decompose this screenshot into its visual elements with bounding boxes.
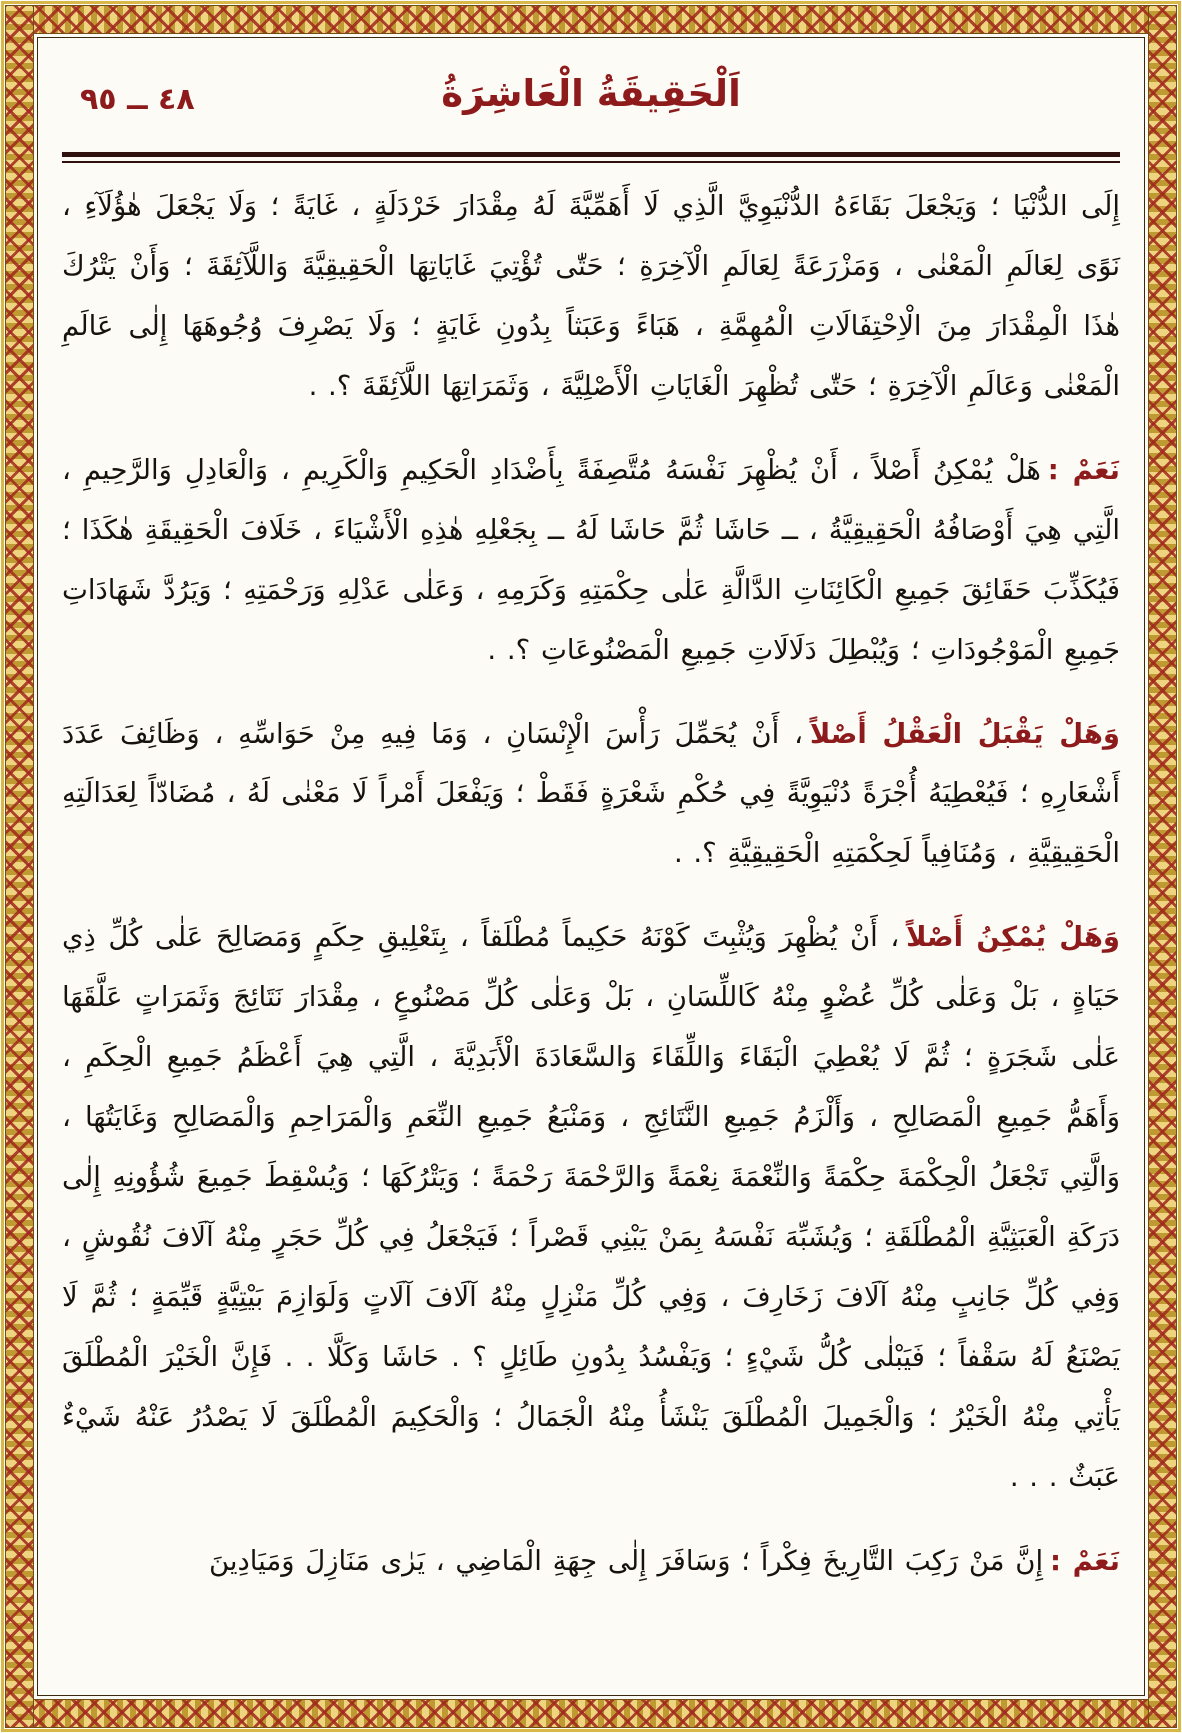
paragraph-5-lead: نَعَمْ : <box>1050 1544 1120 1577</box>
body-text <box>62 177 1120 1592</box>
paragraph-3 <box>62 705 1120 885</box>
ornamental-border-bottom <box>5 1699 1177 1728</box>
page-numbers: ٤٨ ــ ٩٥ <box>80 82 195 117</box>
paragraph-2 <box>62 441 1120 681</box>
paragraph-5-text: إِنَّ مَنْ رَكِبَ التَّارِيخَ فِكْراً ؛ وَسَافَرَ إِلٰى جِهَةِ الْمَاضِي ، يَرٰى مَنَازِلَ وَمَيَادِينَ <box>208 1544 1044 1577</box>
paragraph-2-text: هَلْ يُمْكِنُ أَصْلاً ، أَنْ يُظْهِرَ نَفْسَهُ مُتَّصِفَةً بِأَضْدَادِ الْحَكِيمِ وَالْكَرِيمِ ، وَالْعَادِلِ وَالرَّحِيمِ ، الَّتِي هِيَ أَوْصَافُهُ الْحَقِيقِيَّةُ ، ــ حَاشَا ثُمَّ حَاشَا لَهُ ــ بِجَعْلِهِ هٰذِهِ الْأَشْيَاءَ ، خَلَافَ الْحَقِيقَةِ هٰكَذَا ؛ فَيُكَذِّبَ حَقَائِقَ جَمِيعِ الْكَائِنَاتِ الدَّالَّةِ عَلٰى حِكْمَتِهِ وَكَرَمِهِ ، وَعَلٰى عَدْلِهِ وَرَحْمَتِهِ ؛ وَيَرُدَّ شَهَادَاتِ جَمِيعِ الْمَوْجُودَاتِ ؛ وَيُبْطِلَ دَلَالَاتِ جَمِيعِ الْمَصْنُوعَاتِ ؟. . <box>62 453 1120 666</box>
paragraph-5 <box>62 1532 1120 1592</box>
paragraph-3-lead: وَهَلْ يَقْبَلُ الْعَقْلُ أَصْلاً <box>809 717 1120 750</box>
paragraph-4 <box>62 908 1120 1507</box>
paragraph-2-lead: نَعَمْ : <box>1047 453 1120 486</box>
ornamental-border-top <box>5 5 1177 34</box>
paragraph-4-text: ، أَنْ يُظْهِرَ وَيُثْبِتَ كَوْنَهُ حَكِيماً مُطْلَقاً ، بِتَعْلِيقِ حِكَمٍ وَمَصَالِحَ عَلٰى كُلِّ ذِي حَيَاةٍ ، بَلْ وَعَلٰى كُلِّ عُضْوٍ مِنْهُ كَاللِّسَانِ ، بَلْ وَعَلٰى كُلِّ مَصْنُوعٍ ، مِقْدَارَ نَتَائِجَ وَثَمَرَاتٍ عَلَّقَهَا عَلٰى شَجَرَةٍ ؛ ثُمَّ لَا يُعْطِيَ الْبَقَاءَ وَاللِّقَاءَ وَالسَّعَادَةَ الْأَبَدِيَّةَ ، الَّتِي هِيَ أَعْظَمُ جَمِيعِ الْحِكَمِ ، وَأَهَمُّ جَمِيعِ الْمَصَالِحِ ، وَأَلْزَمُ جَمِيعِ النَّتَائِجِ ، وَمَنْبَعُ جَمِيعِ النِّعَمِ وَالْمَرَاحِمِ وَالْمَصَالِحِ وَغَايَتُهَا ، وَالَّتِي تَجْعَلُ الْحِكْمَةَ حِكْمَةً وَالنِّعْمَةَ نِعْمَةً وَالرَّحْمَةَ رَحْمَةً ؛ وَيَتْرُكَهَا ؛ وَيُسْقِطَ جَمِيعَ شُؤُونِهِ إِلٰى دَرَكَةِ الْعَبَثِيَّةِ الْمُطْلَقَةِ ؛ وَيُشَبِّهَ نَفْسَهُ بِمَنْ يَبْنِي قَصْراً ؛ فَيَجْعَلُ فِي كُلِّ حَجَرٍ مِنْهُ آلَافَ نُقُوشٍ ، وَفِي كُلِّ جَانِبٍ مِنْهُ آلَافَ زَخَارِفَ ، وَفِي كُلِّ مَنْزِلٍ مِنْهُ آلَافَ آلَاتٍ وَلَوَازِمَ بَيْتِيَّةٍ قَيِّمَةٍ ؛ ثُمَّ لَا يَصْنَعُ لَهُ سَقْفاً ؛ فَيَبْلٰى كُلُّ شَيْءٍ ؛ وَيَفْسُدُ بِدُونِ طَائِلٍ ؟ . حَاشَا وَكَلَّا . . فَإِنَّ الْخَيْرَ الْمُطْلَقَ يَأْتِي مِنْهُ الْخَيْرُ ؛ وَالْجَمِيلَ الْمُطْلَقَ يَنْشَأُ مِنْهُ الْجَمَالُ ؛ وَالْحَكِيمَ الْمُطْلَقَ لَا يَصْدُرُ عَنْهُ شَيْءٌ عَبَثٌ . . . <box>62 921 1120 1493</box>
ornamental-border-right <box>1148 5 1177 1728</box>
paragraph-1-text: إِلَى الدُّنْيَا ؛ وَيَجْعَلَ بَقَاءَهُ الدُّنْيَوِيَّ الَّذِي لَا أَهَمِّيَّةَ لَهُ مِقْدَارَ خَرْدَلَةٍ ، غَايَةً ؛ وَلَا يَجْعَلَ هٰؤُلَآءِ ، نَوًى لِعَالَمِ الْمَعْنٰى ، وَمَزْرَعَةً لِعَالَمِ الْآخِرَةِ ؛ حَتّٰى تُؤْتِيَ غَايَاتِهَا الْحَقِيقِيَّةَ وَاللَّآئِقَةَ ؛ وَأَنْ يَتْرُكَ هٰذَا الْمِقْدَارَ مِنَ الْاِحْتِفَالَاتِ الْمُهِمَّةِ ، هَبَاءً وَعَبَثاً بِدُونِ غَايَةٍ ؛ وَلَا يَصْرِفَ وُجُوهَهَا إِلٰى عَالَمِ الْمَعْنٰى وَعَالَمِ الْآخِرَةِ ؛ حَتّٰى تُظْهِرَ الْغَايَاتِ الْأَصْلِيَّةَ ، وَثَمَرَاتِهَا اللَّآئِقَةَ ؟. . <box>62 190 1120 402</box>
page-content <box>62 48 1120 1689</box>
ornamental-border-left <box>5 5 34 1728</box>
paragraph-1 <box>62 177 1120 417</box>
page-title: اَلْحَقِيقَةُ الْعَاشِرَةُ <box>441 72 741 115</box>
paragraph-3-text: ، أَنْ يُحَمِّلَ رَأْسَ الْإِنْسَانِ ، وَمَا فِيهِ مِنْ حَوَاسِّهِ ، وَظَائِفَ عَدَدَ أَشْعَارِهِ ؛ فَيُعْطِيَهُ أُجْرَةً دُنْيَوِيَّةً فِي حُكْمِ شَعْرَةٍ فَقَطْ ؛ وَيَفْعَلَ أَمْراً لَا مَعْنٰى لَهُ ، مُضَادّاً لِعَدَالَتِهِ الْحَقِيقِيَّةِ ، وَمُنَافِياً لَحِكْمَتِهِ الْحَقِيقِيَّةِ ؟. . <box>62 717 1120 870</box>
page-header <box>62 48 1120 144</box>
paragraph-4-lead: وَهَلْ يُمْكِنُ أَصْلاً <box>906 921 1120 954</box>
header-double-rule <box>62 152 1120 163</box>
